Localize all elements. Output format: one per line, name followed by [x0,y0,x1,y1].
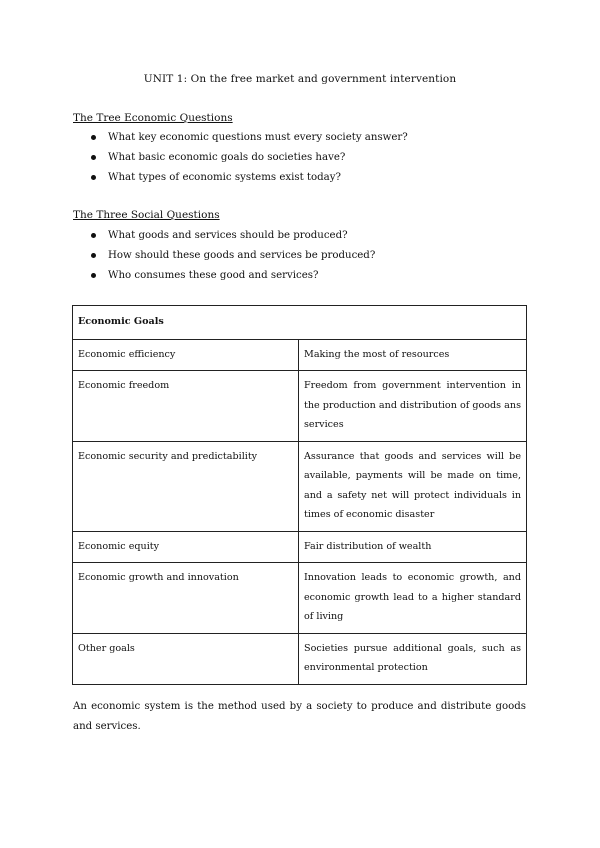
table-row [73,371,527,442]
list-item [91,131,408,151]
goal-cell: Economic equity [73,531,299,563]
table-row [73,441,527,531]
list-item-text: What types of economic systems exist today? [108,172,341,183]
closing-paragraph: An economic system is the method used by a society to produce and distribute goods and services. [73,701,526,732]
list-item [91,229,375,249]
goal-cell: Economic growth and innovation [73,563,299,634]
description-cell: Making the most of resources [299,339,527,371]
table-header: Economic Goals [73,306,527,340]
goal-cell: Other goals [73,633,299,684]
table-row [73,563,527,634]
goal-cell: Economic freedom [73,371,299,442]
section-heading-social-questions: The Three Social Questions [73,209,220,221]
description-cell: Fair distribution of wealth [299,531,527,563]
description-cell: Societies pursue additional goals, such as environmental protection [299,633,527,684]
list-item [91,249,375,269]
table-row [73,531,527,563]
social-questions-list [91,229,375,289]
document-title: UNIT 1: On the free market and government intervention [143,73,457,85]
section-heading-economic-questions: The Tree Economic Questions [73,112,233,124]
goal-cell: Economic security and predictability [73,441,299,531]
bullet-icon [91,233,96,238]
economic-questions-list [91,131,408,191]
list-item-text: What key economic questions must every society answer? [108,132,408,143]
list-item [91,151,408,171]
economic-goals-table [72,305,527,685]
table-row [73,339,527,371]
list-item-text: Who consumes these good and services? [108,270,319,281]
bullet-icon [91,273,96,278]
bullet-icon [91,135,96,140]
list-item [91,269,375,289]
list-item-text: What basic economic goals do societies have? [108,152,346,163]
bullet-icon [91,175,96,180]
list-item [91,171,408,191]
table-row [73,633,527,684]
table-header-row [73,306,527,340]
list-item-text: What goods and services should be produced? [108,230,348,241]
description-cell: Assurance that goods and services will be available, payments will be made on time, and a safety net will protect individuals in times of economic disaster [299,441,527,531]
bullet-icon [91,253,96,258]
description-cell: Innovation leads to economic growth, and economic growth lead to a higher standard of living [299,563,527,634]
goal-cell: Economic efficiency [73,339,299,371]
bullet-icon [91,155,96,160]
list-item-text: How should these goods and services be produced? [108,250,376,261]
description-cell: Freedom from government intervention in the production and distribution of goods ans services [299,371,527,442]
